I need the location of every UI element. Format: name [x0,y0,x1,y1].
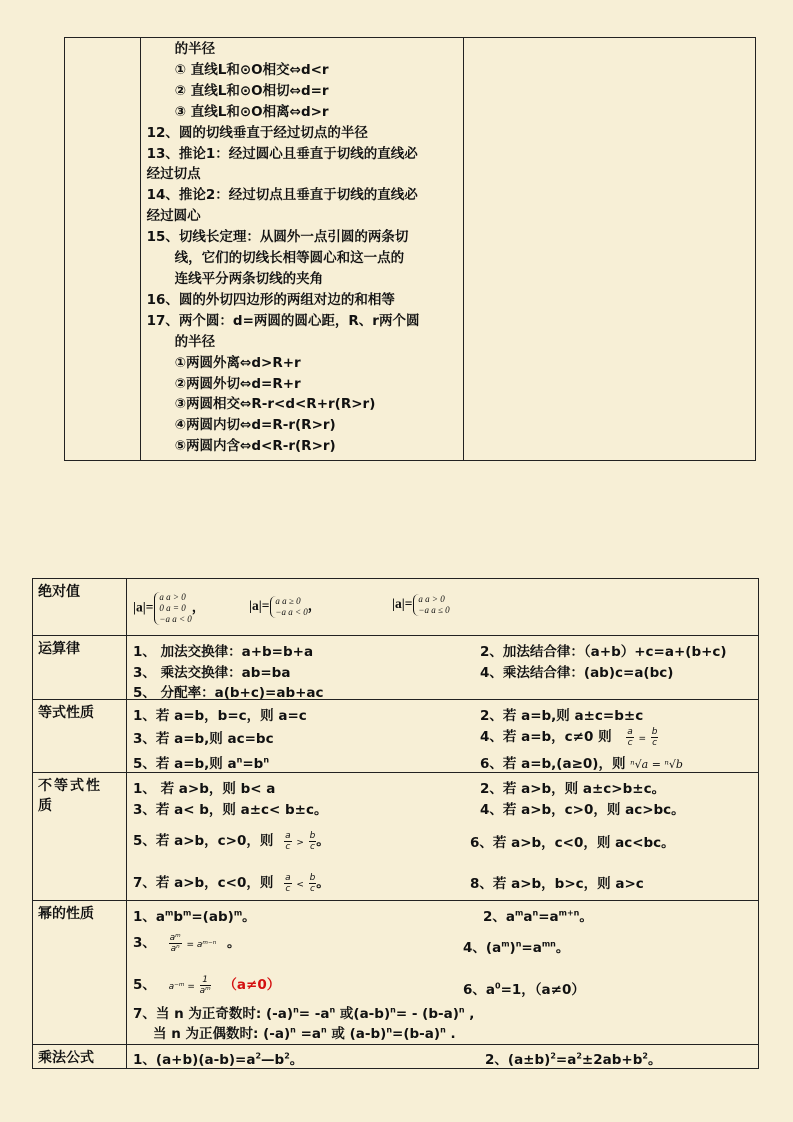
abs-body [127,579,759,636]
geometry-line: 14、推论2：经过切点且垂直于切线的直线必 [146,187,418,204]
ineq-body [127,773,759,901]
pow-body [127,901,759,1045]
pow-line-4: 4、$(a^m)^n=a^{mn}$。 [463,939,570,956]
geometry-lines [141,38,464,460]
pow-line-5: 5、 a⁻ᵐ = $\frac{1}{\text{aᵐ}}$ （a≠0） [133,974,281,996]
ineq-label: 不等式性质 [33,773,127,901]
geometry-line: 的半径 [174,41,216,57]
pow-line-2: 2、$a^ma^n=a^{m+n}$。 [483,908,593,925]
algebra-table [32,578,759,1069]
ineq-line-5: 5、若 a>b，c>0，则 $\frac{a}{c}$ > $\frac{b}{c}$ 。 [133,830,330,852]
nonzero-condition: （a≠0） [223,977,281,993]
ineq-line-1: 1、 若 a>b，则 b< a [133,781,276,797]
geometry-line: ①两圆外离⇔d>R+r [174,354,301,371]
geometry-line: 经过圆心 [146,208,201,225]
geometry-line: ②两圆外切⇔d=R+r [174,375,301,392]
eq-line-6: 6、若 a=b,(a≥0)，则 ⁿ√a = ⁿ√b [480,756,683,772]
geometry-table [64,37,756,461]
mult-label: 乘法公式 [33,1045,127,1069]
ineq-line-3: 3、若 a< b，则 a±c< b±c。 [133,802,328,818]
pow-line-3: 3、 $\frac{\text{aᵐ}}{\text{aⁿ}}$ = aᵐ⁻ⁿ 。 [133,932,241,954]
laws-body [127,636,759,700]
ineq-line-8: 8、若 a>b，b>c，则 a>c [470,876,644,892]
geometry-line: ④两圆内切⇔d=R-r(R>r) [174,417,336,434]
geometry-blank-cell [65,38,141,461]
abs-formula-1: |a|= a a > 0 0 a = 0 −a a < 0 ， [133,592,206,624]
ineq-line-7: 7、若 a>b，c<0，则 $\frac{a}{c}$ < $\frac{b}{c}$ 。 [133,872,330,894]
geometry-content-cell [140,38,464,461]
laws-line-2: 2、加法结合律：（a+b）+c=a+(b+c) [480,644,727,660]
laws-line-3: 3、 乘法交换律：ab=ba [133,665,291,681]
geometry-line: ③ 直线L和⊙O相离⇔d>r [174,103,329,120]
geometry-line: 16、圆的外切四边形的两组对边的和相等 [146,291,395,308]
geometry-line: 15、切线长定理：从圆外一点引圆的两条切 [146,229,409,246]
pow-line-7: 7、当 n 为正奇数时: $(-a)^n= -a^n$ 或$(a-b)^n= - (b-a)^n$ , [133,1005,475,1022]
geometry-line: ① 直线L和⊙O相交⇔d<r [174,61,329,78]
laws-line-1: 1、 加法交换律：a+b=b+a [133,644,314,660]
pow-line-1: 1、$a^mb^m=(ab)^m$。 [133,908,256,925]
geometry-line: 17、两个圆：d=两圆的圆心距，R、r两个圆 [146,312,420,329]
pow-label: 幂的性质 [33,901,127,1045]
eq-label: 等式性质 [33,700,127,773]
geometry-line: ② 直线L和⊙O相切⇔d=r [174,82,329,99]
geometry-line: 13、推论1：经过圆心且垂直于切线的直线必 [146,145,418,162]
geometry-empty-cell [464,38,756,461]
eq-line-4: 4、若 a=b，c≠0 则 $\frac{a}{c}$ = $\frac{b}{c}$ [480,726,658,748]
eq-line-1: 1、若 a=b，b=c，则 a=c [133,708,307,724]
eq-body [127,700,759,773]
geometry-line: 线，它们的切线长相等圆心和这一点的 [174,250,405,267]
ineq-line-6: 6、若 a>b，c<0，则 ac<bc。 [470,835,675,851]
eq-line-3: 3、若 a=b,则 ac=bc [133,731,274,747]
abs-formula-3: |a|= a a > 0 −a a ≤ 0 [392,594,450,615]
pow-line-8: 当 n 为正偶数时: $(-a)^n =a^n$ 或 $(a-b)^n=(b-a)^n$ . [153,1025,456,1042]
mult-line-1: 1、$(a+b)(a-b)=a^2—b^2$。 [133,1051,304,1068]
geometry-line: ③两圆相交⇔R-r<d<R+r(R>r) [174,396,376,413]
geometry-line: 经过切点 [146,166,201,183]
ineq-line-2: 2、若 a>b，则 a±c>b±c。 [480,781,666,797]
laws-line-5: 5、 分配率：a(b+c)=ab+ac [133,685,324,701]
pow-line-6: 6、$a^0=1$，（a≠0） [463,981,585,998]
abs-formula-2: |a|= a a ≥ 0 −a a < 0 ， [249,595,322,617]
geometry-line: ⑤两圆内含⇔d<R-r(R>r) [174,438,336,455]
abs-label: 绝对值 [33,579,127,636]
abs-cases-1: a a > 0 0 a = 0 −a a < 0 [154,592,191,625]
eq-line-2: 2、若 a=b,则 a±c=b±c [480,708,644,724]
geometry-line: 连线平分两条切线的夹角 [174,270,324,287]
mult-body [127,1045,759,1069]
laws-label: 运算律 [33,636,127,700]
mult-line-2: 2、$(a\pm b)^2=a^2\pm 2ab+b^2$。 [485,1051,662,1068]
laws-line-4: 4、乘法结合律：(ab)c=a(bc) [480,665,674,681]
ineq-line-4: 4、若 a>b，c>0，则 ac>bc。 [480,802,685,818]
geometry-line: 12、圆的切线垂直于经过切点的半径 [146,124,368,141]
eq-line-5: 5、若 a=b,则 $a^n=b^n$ [133,755,270,772]
geometry-line: 的半径 [174,333,216,350]
